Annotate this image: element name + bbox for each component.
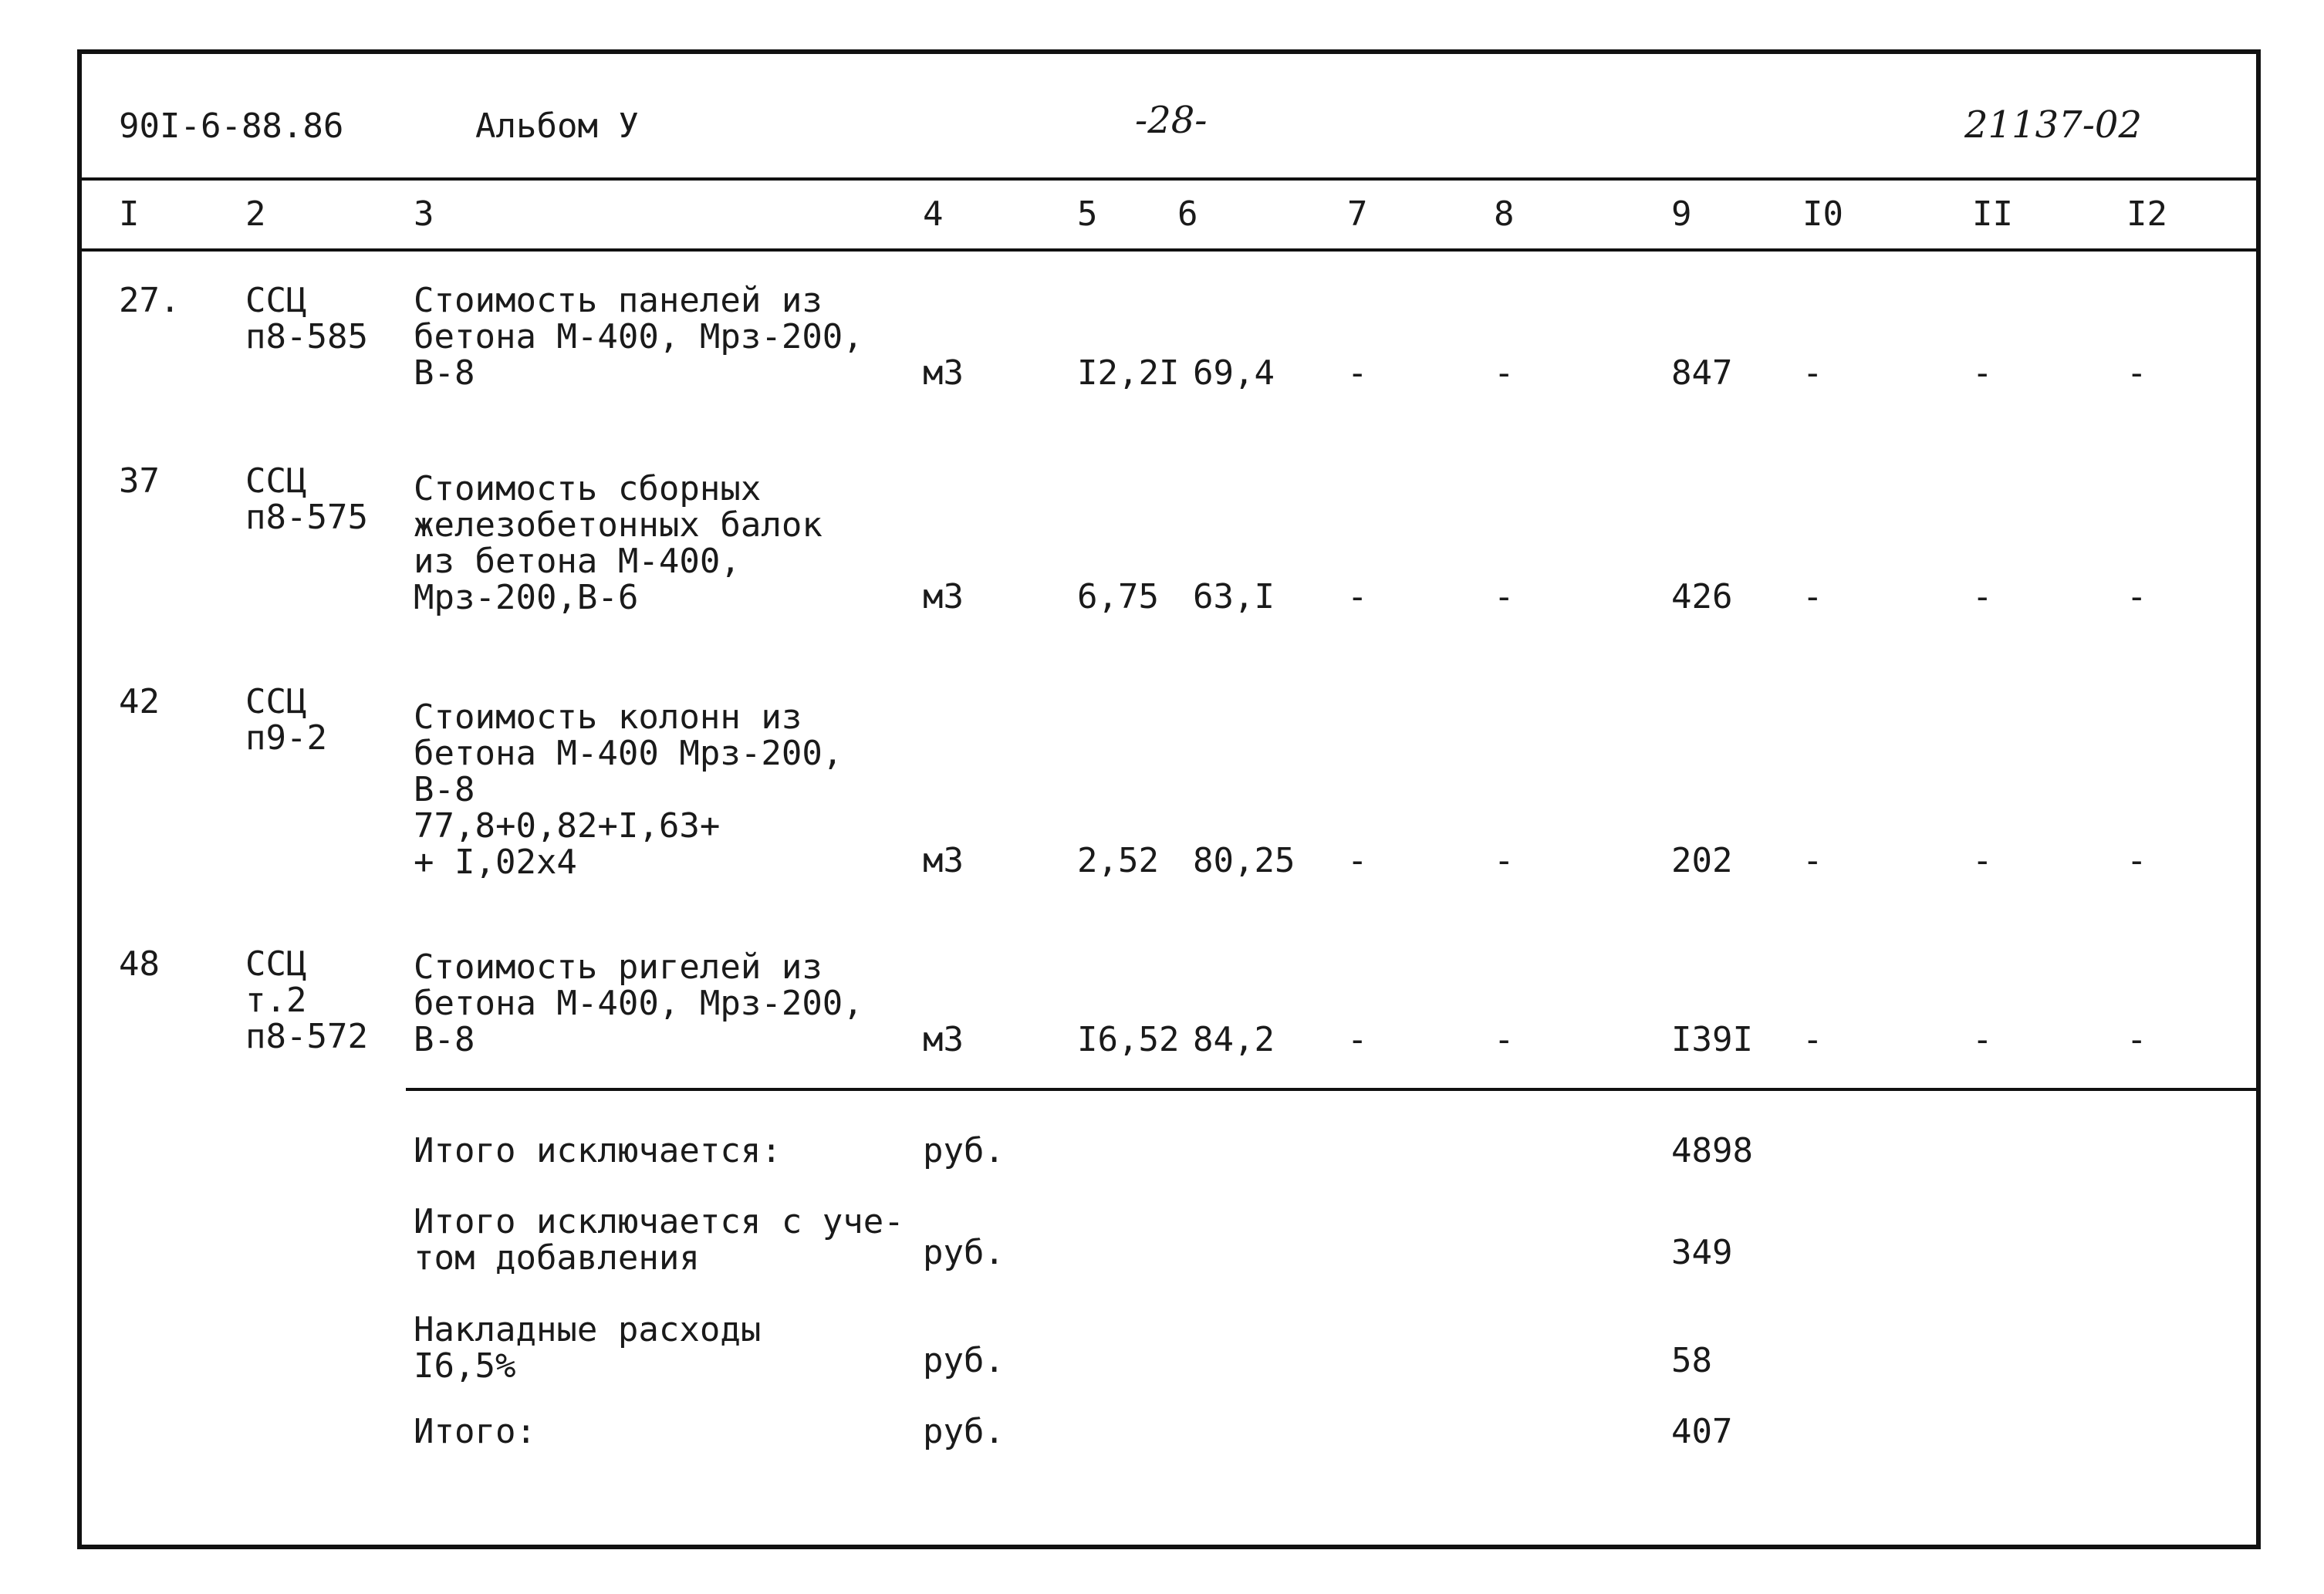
totals-label: Итого исключается с уче- том добавления [414,1202,904,1278]
totals-label: Накладные расходы I6,5% [414,1310,762,1386]
column-number: 2 [245,194,266,234]
totals-unit: руб. [923,1233,1005,1272]
row-number: 42 [119,682,160,721]
row-unit: м3 [923,577,964,616]
row-col11: - [1972,577,1993,616]
row-col7: - [1347,1020,1368,1059]
row-number: 27. [119,281,181,320]
page-number: -28- [1135,99,1208,142]
row-unit: м3 [923,841,964,880]
row-code: ССЦ п9-2 [245,682,327,758]
row-col7: - [1347,353,1368,393]
row-col7: - [1347,841,1368,880]
totals-unit: руб. [923,1412,1005,1451]
column-number: 8 [1494,194,1515,234]
row-description: Стоимость панелей из бетона М-400, Мрз-200, В-8 [414,281,863,393]
column-number: 3 [414,194,434,234]
row-description: Стоимость сборных железобетонных балок из бетона М-400, Мрз-200,В-6 [414,469,823,617]
row-col8: - [1494,1020,1515,1059]
row-col9: I39I [1671,1020,1753,1059]
column-header-rule [82,248,2256,252]
row-col10: - [1802,1020,1823,1059]
row-code: ССЦ п8-575 [245,461,368,537]
doc-code: 90I-6-88.86 [119,106,344,146]
totals-unit: руб. [923,1131,1005,1170]
row-col10: - [1802,577,1823,616]
row-col5: I6,52 [1077,1020,1180,1059]
totals-label: Итого исключается: [414,1131,782,1170]
totals-value: 58 [1671,1341,1712,1380]
column-number: 5 [1077,194,1098,234]
row-description: Стоимость ригелей из бетона М-400, Мрз-200, В-8 [414,947,863,1059]
totals-unit: руб. [923,1341,1005,1380]
row-code: ССЦ т.2 п8-572 [245,944,368,1056]
row-col9: 202 [1671,841,1733,880]
row-col11: - [1972,1020,1993,1059]
document-sheet [77,49,2261,1549]
column-number: 7 [1347,194,1368,234]
totals-label: Итого: [414,1412,536,1451]
column-number: 6 [1177,194,1198,234]
column-number: I2 [2126,194,2167,234]
row-number: 37 [119,461,160,501]
totals-rule [406,1088,2256,1091]
row-col8: - [1494,577,1515,616]
row-col8: - [1494,841,1515,880]
row-number: 48 [119,944,160,984]
row-col11: - [1972,841,1993,880]
row-col10: - [1802,841,1823,880]
totals-value: 4898 [1671,1131,1753,1170]
column-number: 9 [1671,194,1692,234]
totals-value: 349 [1671,1233,1733,1272]
row-col7: - [1347,577,1368,616]
row-code: ССЦ п8-585 [245,281,368,356]
row-description: Стоимость колонн из бетона М-400 Мрз-200, В-8 77,8+0,82+I,63+ + I,02х4 [414,697,843,882]
header-rule [82,177,2256,181]
row-unit: м3 [923,353,964,393]
row-col12: - [2126,353,2147,393]
row-col8: - [1494,353,1515,393]
row-col12: - [2126,1020,2147,1059]
row-col12: - [2126,841,2147,880]
album-label: Альбом У [475,106,639,146]
row-col12: - [2126,577,2147,616]
document-reference: 21137-02 [1964,103,2142,147]
row-col6: 80,25 [1193,841,1295,880]
row-col5: 2,52 [1077,841,1159,880]
row-unit: м3 [923,1020,964,1059]
column-number: I0 [1802,194,1843,234]
column-number: II [1972,194,2013,234]
row-col5: 6,75 [1077,577,1159,616]
row-col6: 84,2 [1193,1020,1275,1059]
totals-value: 407 [1671,1412,1733,1451]
column-number: 4 [923,194,944,234]
row-col10: - [1802,353,1823,393]
row-col9: 426 [1671,577,1733,616]
row-col6: 63,I [1193,577,1275,616]
row-col9: 847 [1671,353,1733,393]
row-col11: - [1972,353,1993,393]
column-number: I [119,194,140,234]
row-col5: I2,2I [1077,353,1180,393]
row-col6: 69,4 [1193,353,1275,393]
